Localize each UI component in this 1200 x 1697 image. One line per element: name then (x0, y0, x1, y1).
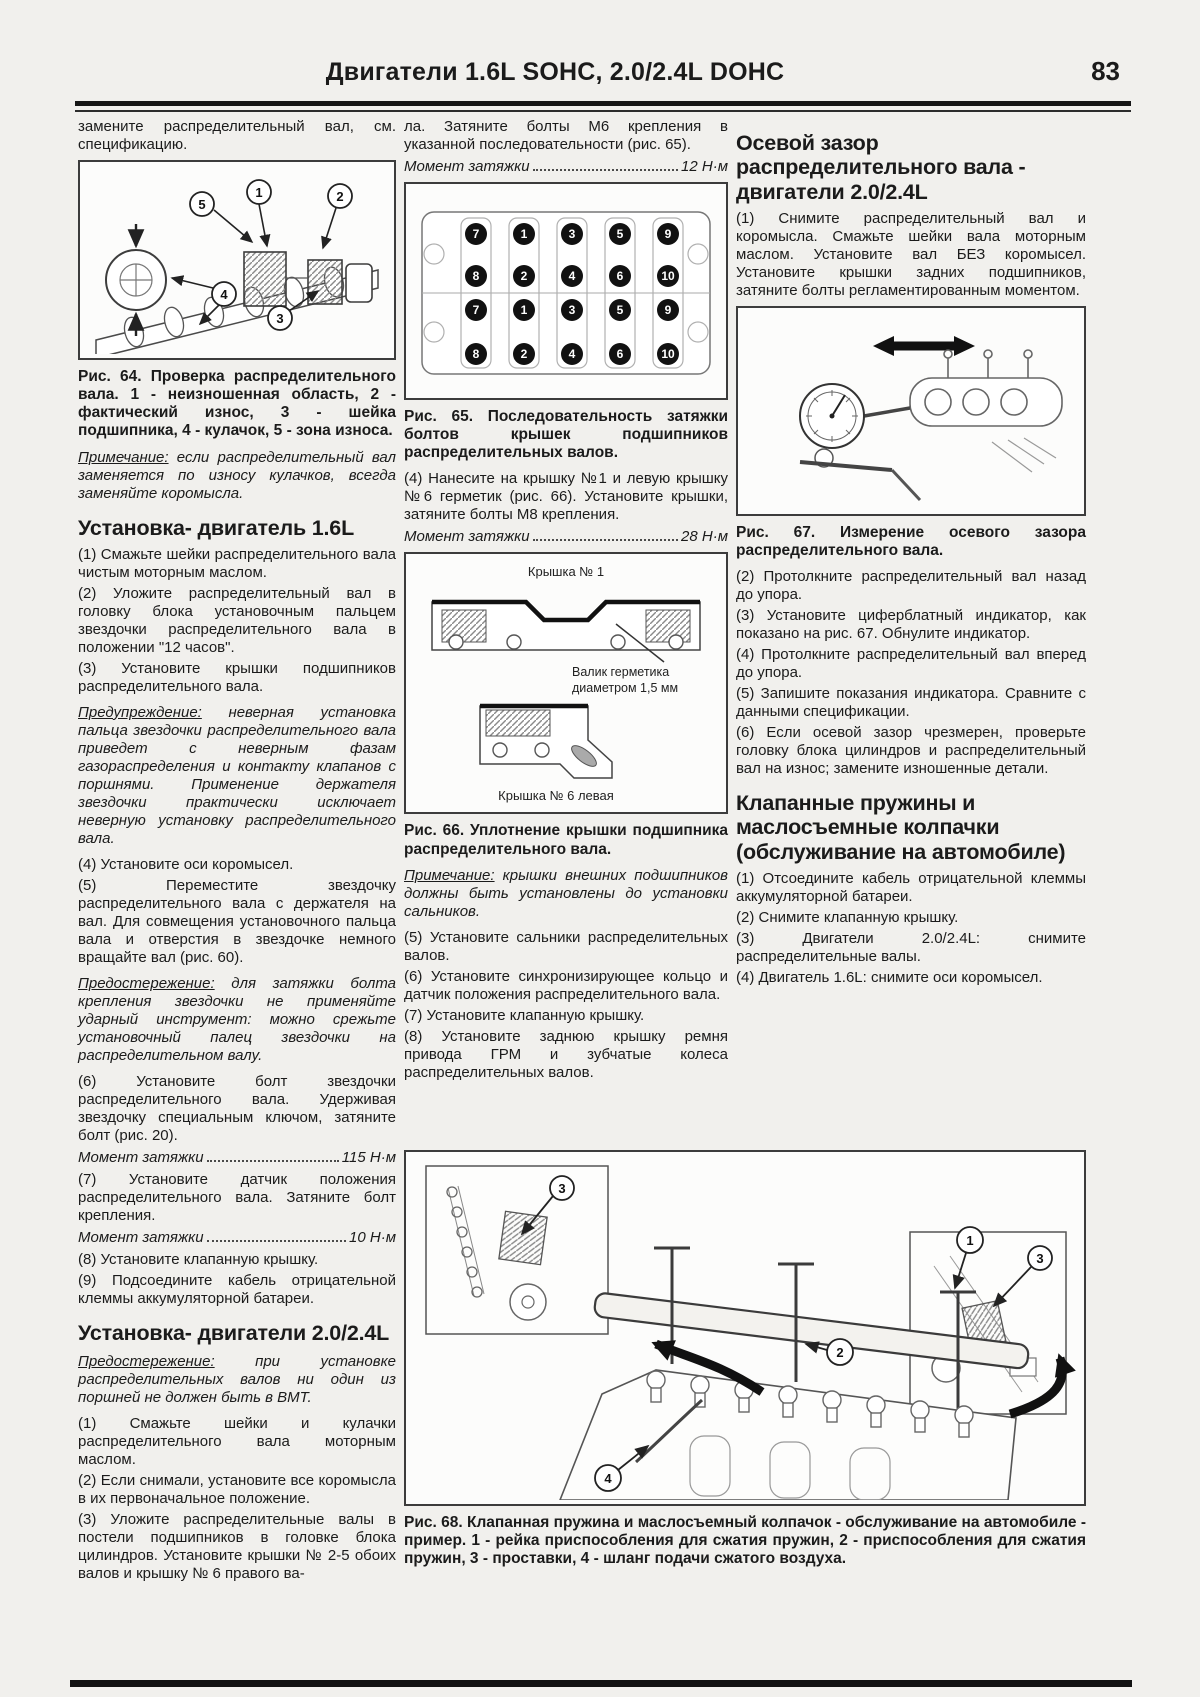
note-text: если распределительный вал заменяется по износу кулачков, всегда заменяйте коромысла. (78, 448, 396, 502)
step: (1) Смажьте шейки и кулачки распределительного вала моторным маслом. (78, 1415, 396, 1469)
axial-movement-arrow (873, 336, 975, 356)
figure-64-caption: Рис. 64. Проверка распределительного вала. 1 - неизношенная область, 2 - фактический износ, 3 - шейка подшипника, 4 - кулачок, 5 - зона износа. (78, 368, 396, 440)
callout-5: 5 (198, 197, 206, 212)
label-sealant-line1: Валик герметика (572, 665, 670, 680)
svg-text:7: 7 (472, 227, 480, 241)
step: (6) Установите болт звездочки распределительного вала. Удерживая звездочку специальным ключом, затяните болт (рис. 20). (78, 1072, 396, 1144)
figure-66-caption: Рис. 66. Уплотнение крышки подшипника распределительного вала. (404, 822, 728, 858)
note-camshaft (78, 449, 396, 503)
torque-spec-row (78, 1149, 396, 1167)
torque-spec-row (404, 158, 728, 176)
callout-2: 2 (836, 1345, 844, 1360)
svg-text:6: 6 (616, 269, 624, 283)
svg-text:1: 1 (520, 303, 528, 317)
section-heading-axial-clearance: Осевой зазор распределительного вала - двигатели 2.0/2.4L (736, 131, 1026, 204)
figure-67-caption: Рис. 67. Измерение осевого зазора распределительного вала. (736, 523, 1086, 559)
torque-spec-row (78, 1229, 396, 1247)
step: (3) Двигатели 2.0/2.4L: снимите распределительные валы. (736, 929, 1086, 965)
svg-text:4: 4 (568, 347, 576, 361)
svg-text:9: 9 (664, 303, 672, 317)
section-heading-install-2024: Установка- двигатели 2.0/2.4L (78, 1320, 390, 1345)
continued-paragraph: ла. Затяните болты М6 крепления в указанной последовательности (рис. 65). (404, 118, 728, 153)
step: (3) Установите крышки подшипников распределительного вала. (78, 659, 396, 695)
svg-text:3: 3 (568, 227, 576, 241)
svg-text:3: 3 (568, 303, 576, 317)
section-heading-valve-springs: Клапанные пружины и маслосъемные колпачки (обслуживание на автомобиле) (736, 791, 1066, 864)
torque-label: Момент затяжки (404, 158, 530, 175)
svg-text:8: 8 (472, 347, 480, 361)
svg-text:4: 4 (568, 269, 576, 283)
caution-paragraph (78, 1353, 396, 1407)
torque-value: 28 Н·м (681, 528, 728, 546)
svg-text:10: 10 (661, 347, 675, 361)
page-number: 83 (1091, 56, 1120, 86)
note-label: Примечание: (78, 448, 169, 466)
step: (7) Установите датчик положения распределительного вала. Затяните болт крепления. (78, 1170, 396, 1224)
step: (6) Если осевой зазор чрезмерен, проверьте головку блока цилиндров и распределительный вал на износ; замените изношенные детали. (736, 724, 1086, 778)
step: (5) Переместите звездочку распределительного вала с держателя на вал. Для совмещения установочного пальца вала и отверстия в звездочке немного вращайте вал (рис. 60). (78, 876, 396, 966)
label-cap1: Крышка № 1 (527, 564, 605, 580)
figure-68-caption: Рис. 68. Клапанная пружина и маслосъемный колпачок - обслуживание на автомобиле - пример. 1 - рейка приспособления для сжатия пружин, 2 - приспособления для сжатия пружин, 3 - проставки, 4 - шланг подачи сжатого воздуха. (404, 1514, 1086, 1568)
step: (2) Если снимали, установите все коромысла в их первоначальное положение. (78, 1472, 396, 1508)
figure-64 (78, 160, 396, 360)
callout-2: 2 (336, 189, 344, 204)
svg-text:9: 9 (664, 227, 672, 241)
warning-paragraph (78, 704, 396, 848)
svg-text:2: 2 (520, 269, 528, 283)
step: (4) Двигатель 1.6L: снимите оси коромысел. (736, 968, 1043, 986)
step: (2) Снимите клапанную крышку. (736, 908, 959, 926)
callout-4: 4 (220, 287, 228, 302)
torque-value: 10 Н·м (349, 1228, 396, 1246)
caution-label: Предостережение: (78, 974, 215, 992)
left-column (78, 118, 396, 1586)
figure-65-caption: Рис. 65. Последовательность затяжки болтов крышек подшипников распределительных валов. (404, 408, 728, 462)
right-column (736, 118, 1086, 990)
svg-text:2: 2 (520, 347, 528, 361)
step: (1) Смажьте шейки распределительного вала чистым моторным маслом. (78, 545, 396, 581)
callout-1: 1 (966, 1233, 974, 1248)
figure-68 (404, 1150, 1086, 1506)
figure-67 (736, 306, 1086, 516)
step: (2) Протолкните распределительный вал назад до упора. (736, 568, 1086, 604)
svg-text:6: 6 (616, 347, 624, 361)
figure-65 (404, 182, 728, 400)
step: (6) Установите синхронизирующее кольцо и датчик положения распределительного вала. (404, 967, 728, 1003)
note-caps (404, 867, 728, 921)
step: (4) Протолкните распределительный вал вперед до упора. (736, 646, 1086, 682)
torque-label: Момент затяжки (78, 1228, 204, 1246)
callout-3-left: 3 (558, 1181, 566, 1196)
step: (2) Уложите распределительный вал в головку блока установочным пальцем звездочки распределительного вала в положении "12 часов". (78, 584, 396, 656)
step: (8) Установите заднюю крышку ремня привода ГРМ и зубчатые колеса распределительных валов. (404, 1027, 728, 1081)
step: (8) Установите клапанную крышку. (78, 1250, 319, 1268)
svg-text:5: 5 (616, 303, 624, 317)
dial-indicator (800, 384, 920, 500)
figure-65-drawing (410, 188, 722, 394)
page-bottom-rule (70, 1680, 1132, 1687)
svg-text:1: 1 (520, 227, 528, 241)
callout-4: 4 (604, 1471, 612, 1486)
callout-3-right: 3 (1036, 1251, 1044, 1266)
caution-label: Предостережение: (78, 1353, 215, 1371)
page-title: Двигатели 1.6L SOHC, 2.0/2.4L DOHC (325, 58, 785, 86)
step: (9) Подсоедините кабель отрицательной клеммы аккумуляторной батареи. (78, 1271, 396, 1307)
dotted-leader (207, 1160, 339, 1162)
dotted-leader (533, 539, 678, 541)
caution-text: при установке распределительных валов ни один из поршней не должен быть в ВМТ. (78, 1353, 396, 1407)
figure-66-drawing (410, 558, 722, 808)
figure-64-drawing (84, 166, 390, 354)
svg-text:8: 8 (472, 269, 480, 283)
section-heading-install-16l: Установка- двигатель 1.6L (78, 515, 355, 540)
dotted-leader (533, 169, 678, 171)
note-text: крышки внешних подшипников должны быть установлены до установки сальников. (404, 866, 728, 920)
torque-label: Момент затяжки (404, 528, 530, 546)
note-label: Примечание: (404, 866, 495, 884)
step: (5) Установите сальники распределительных валов. (404, 928, 728, 964)
step: (3) Уложите распределительные валы в постели подшипников в головке блока цилиндров. Установите крышки № 2-5 обоих валов и крышку № 6 правого ва- (78, 1511, 396, 1583)
label-sealant-line2: диаметром 1,5 мм (572, 681, 679, 696)
step: (4) Установите оси коромысел. (78, 855, 294, 873)
callout-3: 3 (276, 311, 284, 326)
step: (7) Установите клапанную крышку. (404, 1006, 645, 1024)
inset-left (426, 1166, 608, 1334)
header-rule-thin (75, 110, 1131, 112)
label-cap6: Крышка № 6 левая (498, 788, 614, 804)
torque-value: 12 Н·м (681, 158, 728, 175)
caution-text: для затяжки болта крепления звездочки не применяйте ударный инструмент: можно срежьте установочный палец звездочки на распределительном валу. (78, 974, 396, 1064)
torque-spec-row (404, 528, 728, 546)
svg-text:5: 5 (616, 227, 624, 241)
svg-text:7: 7 (472, 303, 480, 317)
callout-1: 1 (255, 185, 263, 200)
intro-paragraph: замените распределительный вал, см. спецификацию. (78, 118, 396, 153)
warning-label: Предупреждение: (78, 703, 202, 721)
svg-text:10: 10 (661, 269, 675, 283)
inset-right (910, 1232, 1066, 1414)
step: (4) Нанесите на крышку №1 и левую крышку №6 герметик (рис. 66). Установите крышки, затяните болты М8 крепления. (404, 470, 728, 524)
step: (3) Установите циферблатный индикатор, как показано на рис. 67. Обнулите индикатор. (736, 607, 1086, 643)
step: (1) Отсоедините кабель отрицательной клеммы аккумуляторной батареи. (736, 869, 1086, 905)
torque-label: Момент затяжки (78, 1148, 204, 1166)
middle-column (404, 118, 728, 1085)
header-rule-thick (75, 101, 1131, 106)
dotted-leader (207, 1240, 346, 1242)
figure-68-drawing (410, 1156, 1080, 1500)
caution-paragraph (78, 975, 396, 1065)
warning-text: неверная установка пальца звездочки распределительного вала приведет с неверным фазам газораспределения и контакту клапанов с поршнями. Применение держателя звездочки практически исключает неверную установку распределительного вала. (78, 703, 396, 847)
figure-66 (404, 552, 728, 814)
torque-value: 115 Н·м (341, 1148, 396, 1166)
step: (1) Снимите распределительный вал и коромысла. Смажьте шейки вала моторным маслом. Установите вал БЕЗ коромысел. Установите крышки задних подшипников, затяните болты регламентированным моментом. (736, 209, 1086, 299)
step: (5) Запишите показания индикатора. Сравните с данными спецификации. (736, 685, 1086, 721)
figure-68-block (404, 1150, 1086, 1576)
figure-67-drawing (742, 312, 1080, 510)
